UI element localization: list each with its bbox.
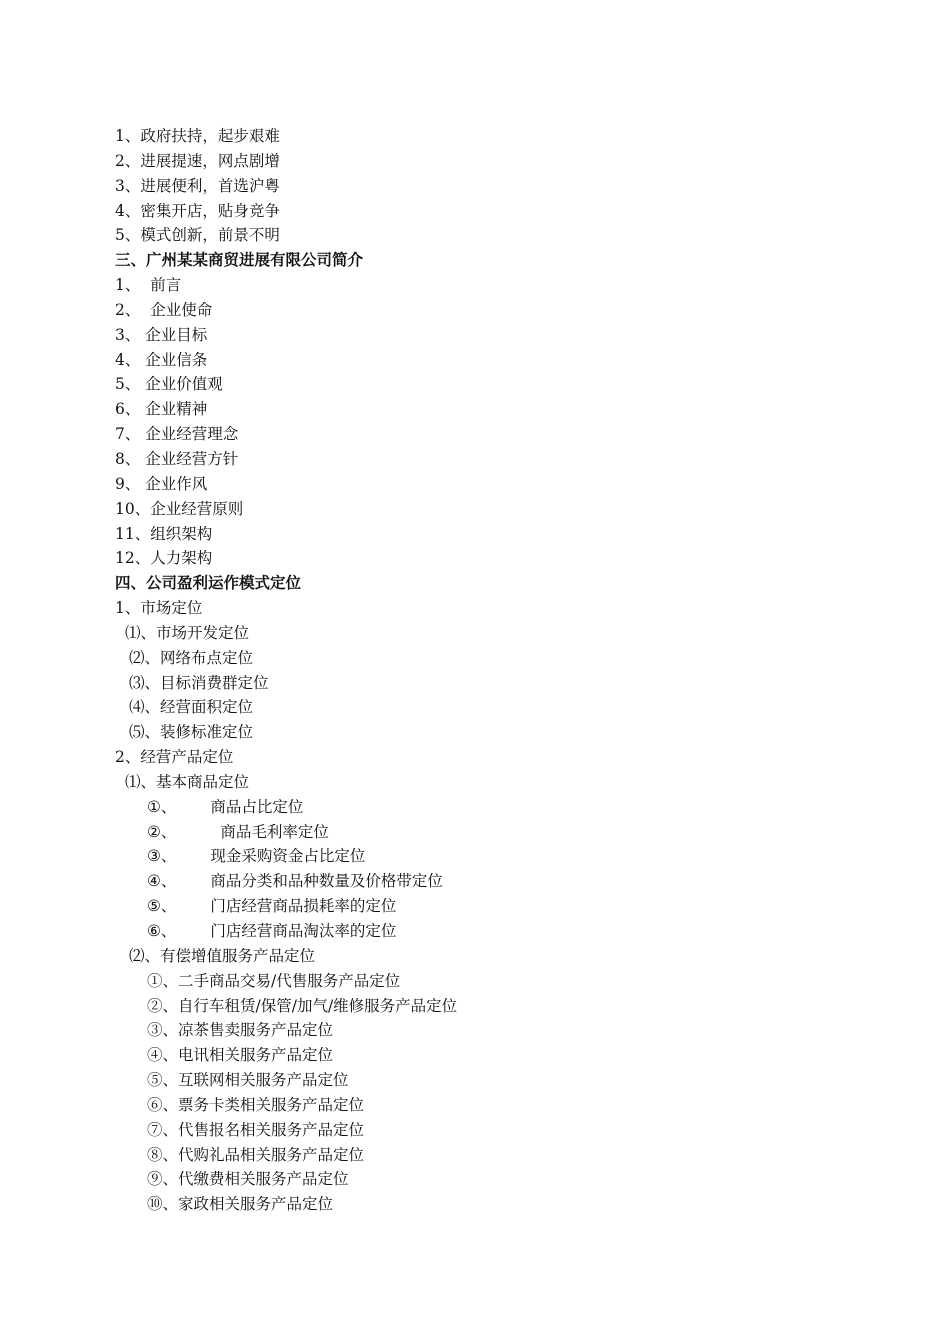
section-heading: 四、公司盈利运作模式定位 [115, 574, 302, 593]
outline-item: 10、企业经营原则 [115, 499, 244, 518]
outline-item: 1、政府扶持，起步艰难 [115, 127, 280, 145]
outline-list [115, 124, 875, 1217]
outline-item: 4、密集开店，贴身竞争 [115, 201, 280, 220]
outline-subitem: ⑸、装修标准定位 [129, 723, 254, 742]
outline-subsubitem: ②、自行车租赁/保管/加气/维修服务产品定位 [147, 996, 458, 1015]
outline-item: 2、进展提速，网点剧增 [115, 151, 280, 170]
item-marker: ⑥、 [147, 922, 177, 940]
outline-subsubitem [115, 919, 875, 944]
outline-subitem: ⑷、经营面积定位 [129, 698, 254, 717]
outline-item: 8、 企业经营方针 [115, 449, 239, 468]
outline-item: 4、 企业信条 [115, 350, 208, 369]
item-text: 商品毛利率定位 [220, 822, 329, 841]
outline-subsubitem: ④、电讯相关服务产品定位 [147, 1046, 334, 1065]
outline-subitem: ⑵、有偿增值服务产品定位 [129, 946, 316, 965]
item-marker: ④、 [147, 872, 177, 891]
item-marker: ②、 [147, 822, 177, 841]
section-heading: 三、广州某某商贸进展有限公司简介 [115, 251, 364, 270]
item-text: 门店经营商品淘汰率的定位 [210, 922, 397, 940]
outline-subsubitem: ①、二手商品交易/代售服务产品定位 [147, 971, 401, 990]
item-text: 商品分类和品种数量及价格带定位 [210, 872, 443, 891]
outline-subsubitem: ⑩、家政相关服务产品定位 [147, 1195, 334, 1214]
outline-item: 5、模式创新，前景不明 [115, 226, 280, 245]
outline-subsubitem [115, 795, 875, 820]
outline-item: 3、进展便利，首选沪粤 [115, 176, 280, 195]
item-marker: ①、 [147, 797, 177, 816]
outline-subitem: ⑵、网络布点定位 [129, 648, 254, 667]
outline-item: 2、 企业使命 [115, 300, 213, 319]
outline-subsubitem [115, 894, 875, 919]
outline-subsubitem: ⑤、互联网相关服务产品定位 [147, 1071, 349, 1090]
outline-item: 1、市场定位 [115, 599, 203, 618]
item-text: 商品占比定位 [210, 797, 304, 816]
outline-subsubitem: ⑧、代购礼品相关服务产品定位 [147, 1145, 365, 1164]
outline-item: 1、 前言 [115, 276, 182, 295]
outline-subitem: ⑶、目标消费群定位 [129, 673, 269, 692]
outline-item: 2、经营产品定位 [115, 748, 234, 767]
outline-item: 6、 企业精神 [115, 400, 208, 419]
outline-item: 3、 企业目标 [115, 325, 208, 344]
outline-item: 9、 企业作风 [115, 474, 208, 493]
outline-subsubitem: ⑦、代售报名相关服务产品定位 [147, 1120, 365, 1139]
outline-subsubitem [115, 844, 875, 869]
outline-item: 12、人力架构 [115, 549, 213, 568]
item-marker: ③、 [147, 847, 177, 866]
item-text: 门店经营商品损耗率的定位 [210, 897, 397, 916]
outline-subsubitem [115, 869, 875, 894]
item-marker: ⑤、 [147, 897, 177, 916]
outline-subitem: ⑴、基本商品定位 [125, 772, 250, 791]
outline-subsubitem: ⑨、代缴费相关服务产品定位 [147, 1170, 349, 1189]
outline-subitem: ⑴、市场开发定位 [125, 623, 250, 642]
outline-subsubitem [115, 820, 875, 845]
outline-subsubitem: ⑥、票务卡类相关服务产品定位 [147, 1095, 365, 1114]
outline-item: 11、组织架构 [115, 524, 213, 543]
outline-item: 7、 企业经营理念 [115, 425, 239, 444]
outline-subsubitem: ③、凉茶售卖服务产品定位 [147, 1021, 334, 1040]
item-text: 现金采购资金占比定位 [210, 847, 366, 866]
outline-item: 5、 企业价值观 [115, 375, 223, 394]
